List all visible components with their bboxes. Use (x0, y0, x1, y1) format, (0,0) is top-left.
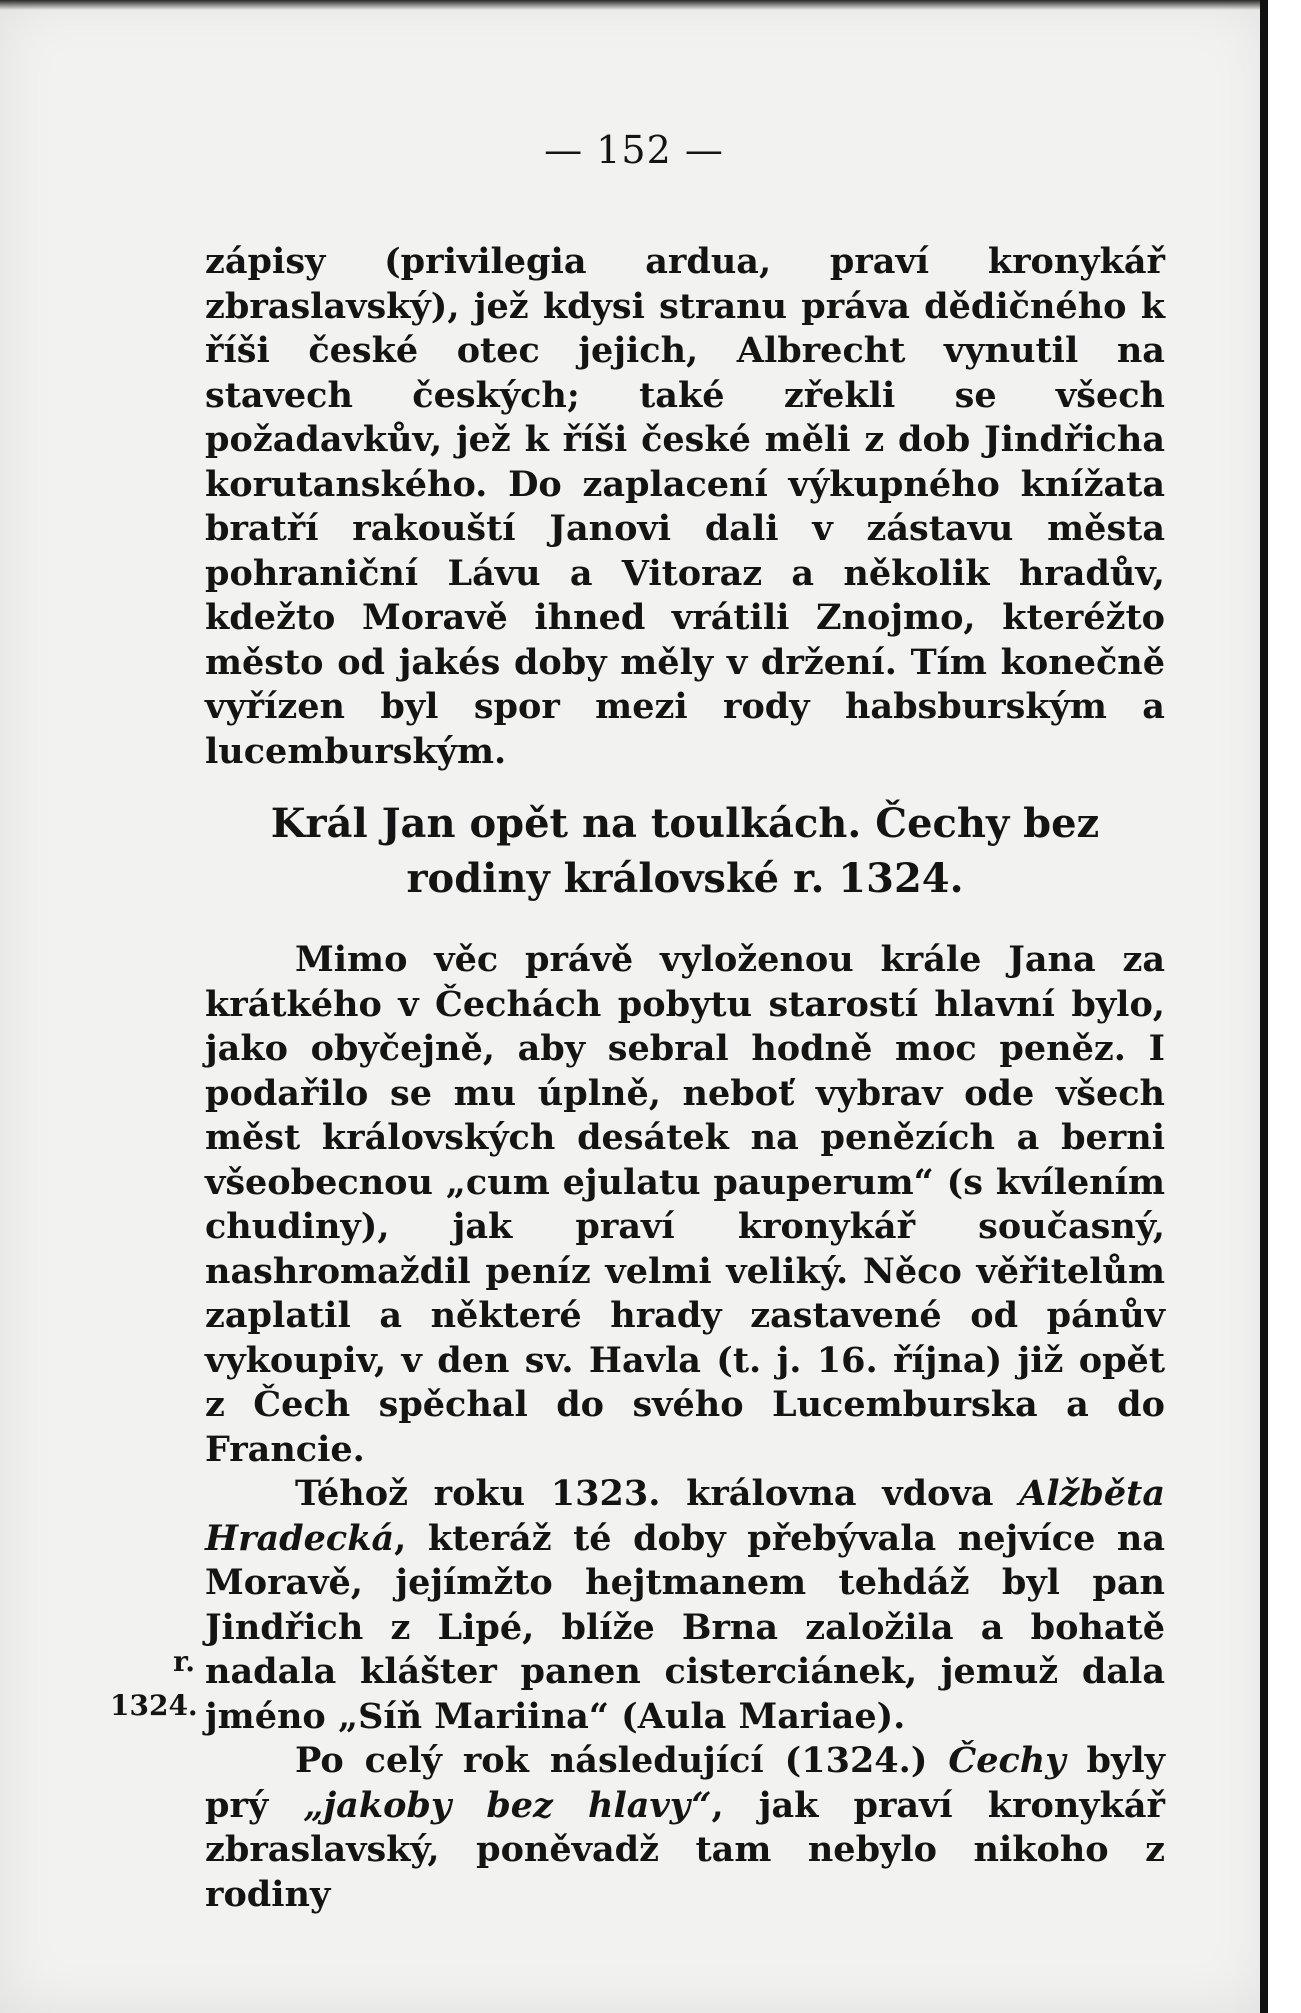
paragraph-4-quote: „jakoby bez hlavy“ (303, 1784, 712, 1826)
section-heading-line-1: Král Jan opět na toulkách. Čechy bez (270, 800, 1100, 847)
paragraph-3-name: Alžběta Hradecká (205, 1473, 1165, 1559)
page-right-edge (1260, 0, 1268, 2013)
paragraph-4-middle: byly prý (205, 1740, 1165, 1826)
margin-note-line-2: 1324. (110, 1689, 198, 1722)
paragraph-1-text: zápisy (privilegia ardua, praví kronykář zbraslavský), jež kdysi stranu práva dědičného k říši české otec jejich, Albrecht vynutil na stavech českých; také zřekli se všech požadavkův, jež k říši české měli z dob Jindřicha korutanského. Do zaplacení výkupného knížata bratří rakouští Janovi dali v zástavu města pohraniční Lávu a Vitoraz a několik hradův, kdežto Moravě ihned vrátili Znojmo, kteréžto město od jakés doby měly v držení. Tím konečně vyřízen byl spor mezi rody habsburským a lucemburským. (205, 241, 1165, 772)
paragraph-4-after: , jak praví kronykář zbraslavský, poněvadž tam nebylo nikoho z rodiny (205, 1784, 1165, 1915)
paragraph-3 (205, 1472, 1165, 1739)
section-heading-line-2: rodiny královské r. 1324. (406, 855, 964, 902)
section-heading (205, 796, 1165, 906)
margin-note-year (110, 1640, 198, 1728)
paragraph-3-after: , kteráž té doby přebývala nejvíce na Moravě, jejímžto hejtmanem tehdáž byl pan Jindřich z Lipé, blíže Brna založila a bohatě nadala klášter panen cisterciánek, jemuž dala jméno „Síň Mariina“ (Aula Mariae). (205, 1517, 1165, 1737)
page-number: — 152 — (544, 128, 724, 172)
paragraph-2: Mimo věc právě vyloženou krále Jana za krátkého v Čechách pobytu starostí hlavní bylo, jako obyčejně, aby sebral hodně moc peněz. I podařilo se mu úplně, neboť vybrav ode všech měst královských desátek na penězích a berni všeobecnou „cum ejulatu pauperum“ (s kvílením chudiny), jak praví kronykář současný, nashromaždil peníz velmi veliký. Něco věřitelům zaplatil a některé hrady zastavené od pánův vykoupiv, v den sv. Havla (t. j. 16. října) již opět z Čech spěchal do svého Lucemburska a do Francie. (205, 939, 1165, 1470)
paragraph-4-subject: Čechy (948, 1740, 1066, 1781)
paragraph-1 (205, 240, 1165, 774)
paragraph-3-before: Téhož roku 1323. královna vdova (295, 1473, 1020, 1514)
page-top-shadow (0, 0, 1268, 10)
paragraph-4-before: Po celý rok následující (1324.) (295, 1740, 949, 1781)
paragraph-4 (205, 1739, 1165, 1917)
margin-note-line-1: r. (173, 1645, 195, 1678)
body-text (205, 938, 1165, 1917)
